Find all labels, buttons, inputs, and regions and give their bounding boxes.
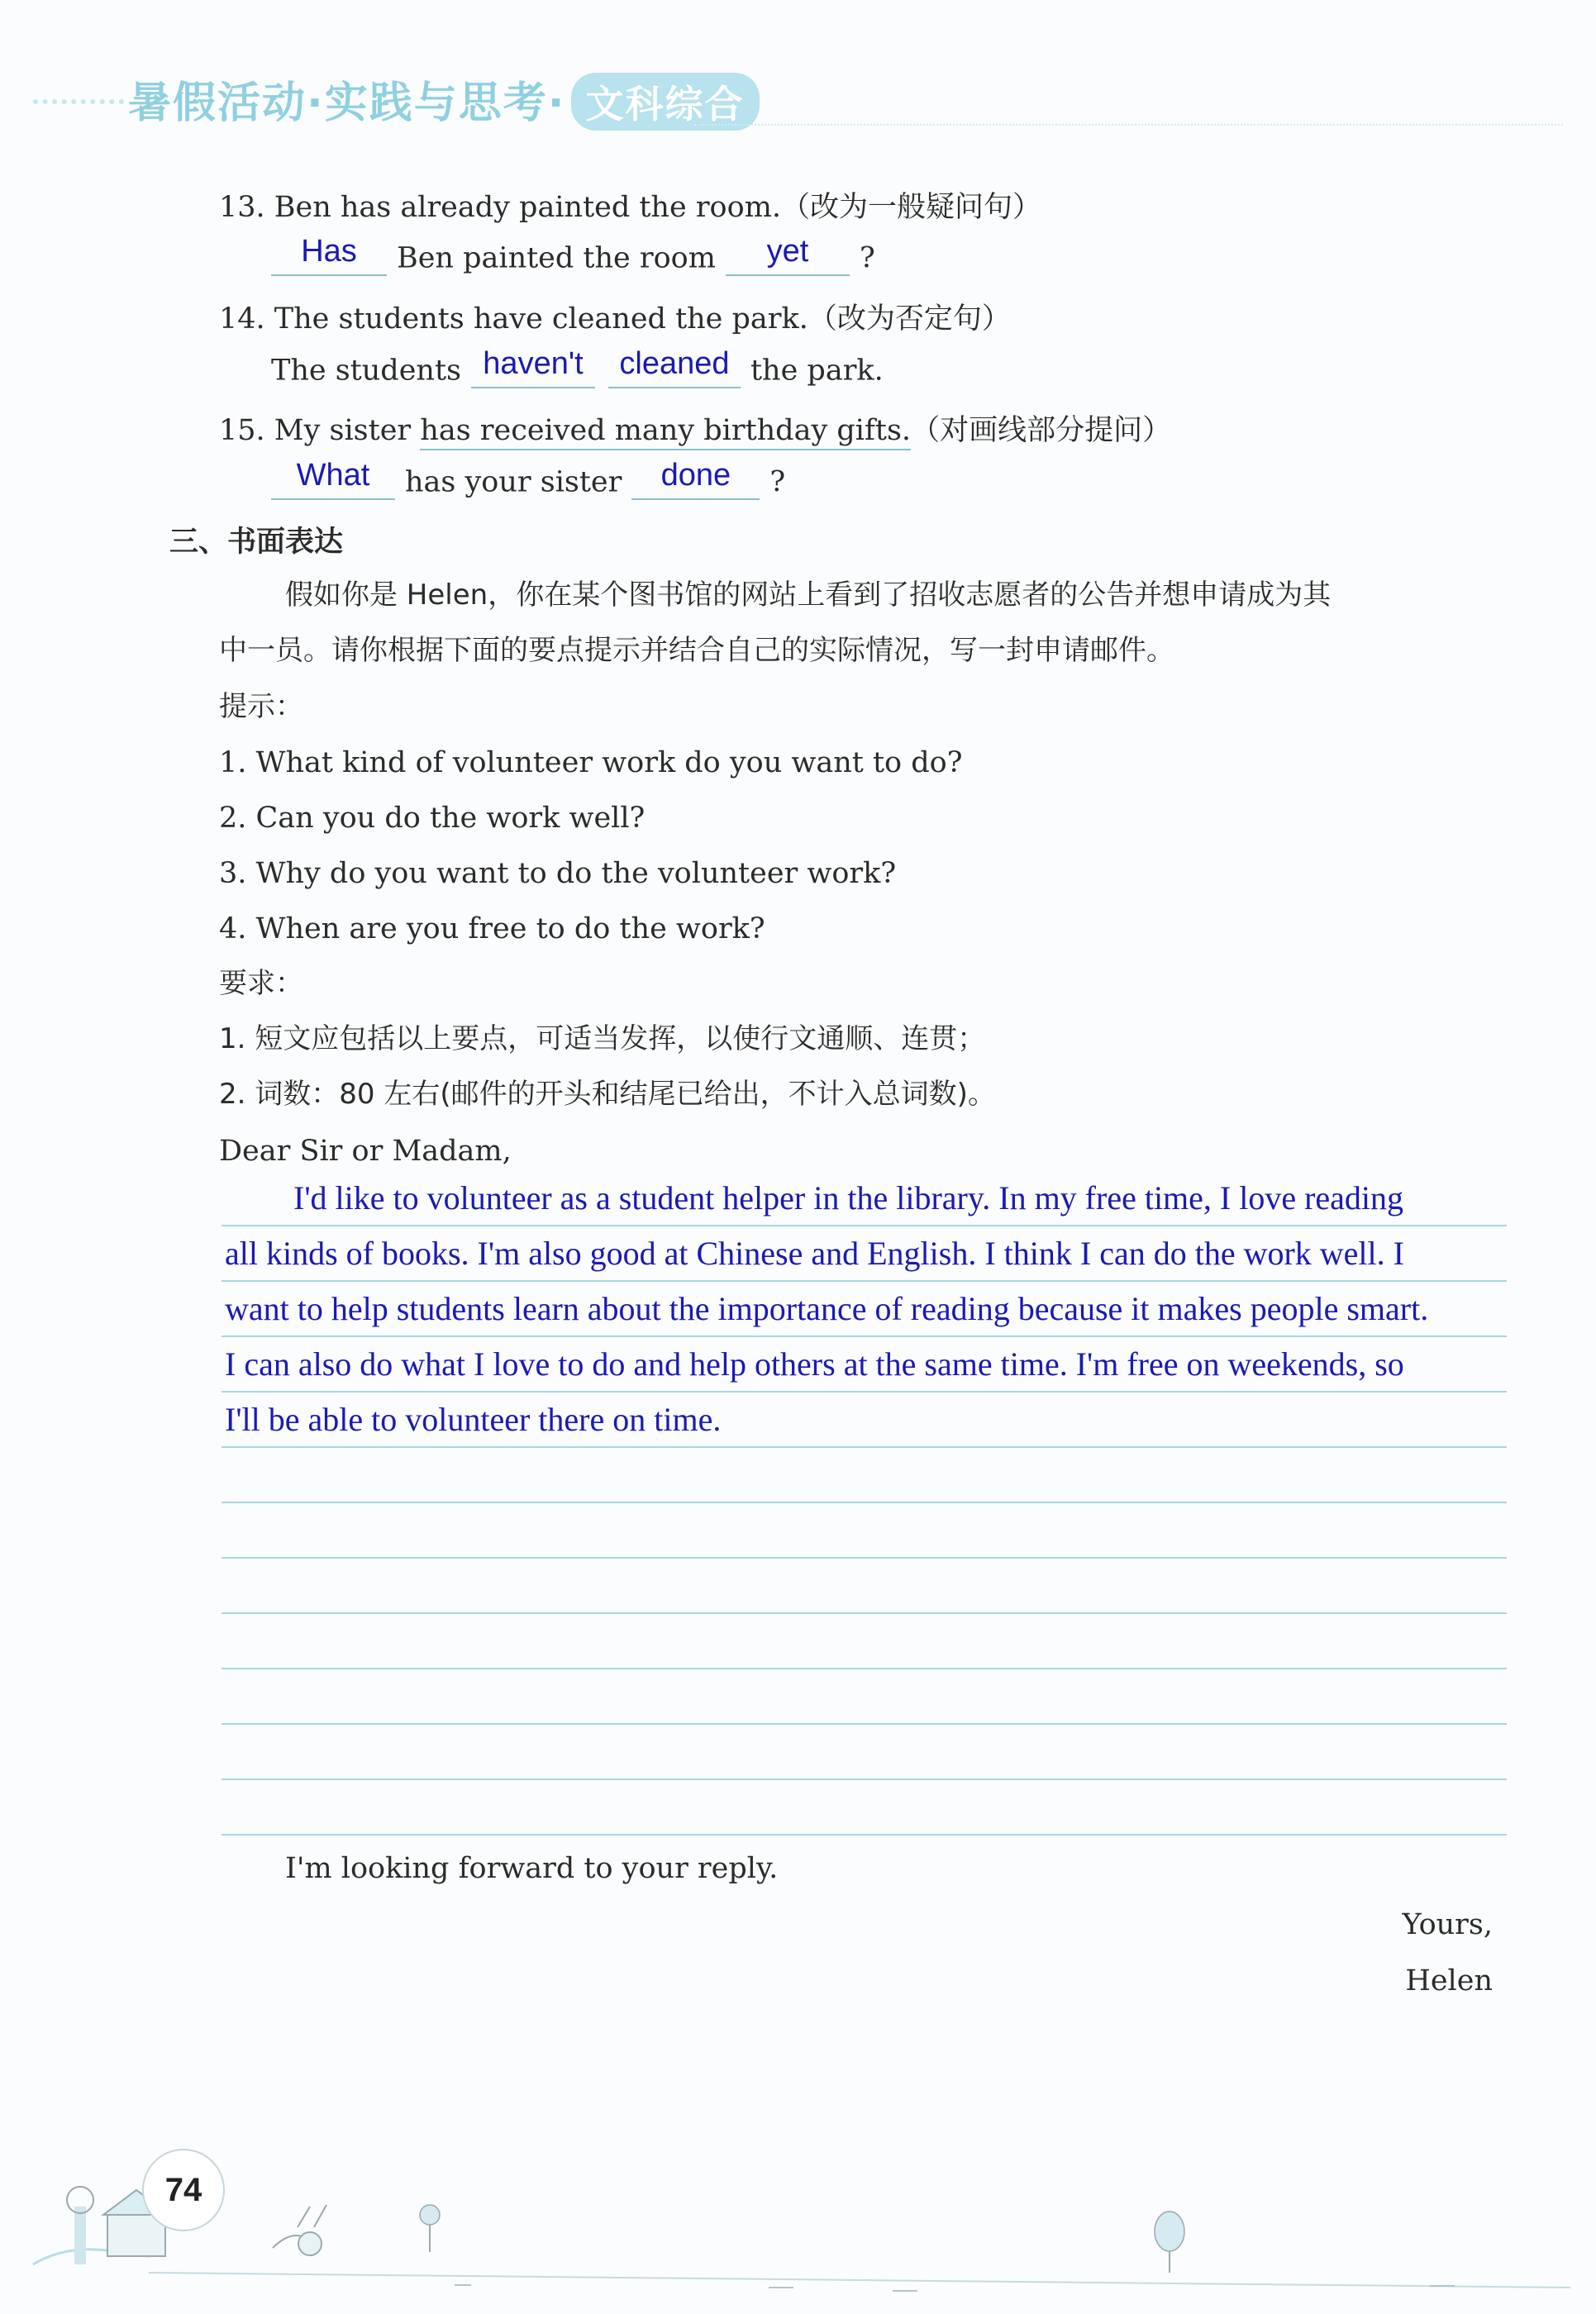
letter-sign-off: Yours, xyxy=(1402,1908,1493,1941)
header-title-text: 暑假活动·实践与思考· xyxy=(128,79,566,128)
q14-blank-2: cleaned xyxy=(608,345,741,388)
writing-rule xyxy=(222,1446,1507,1448)
requirement-2: 2. 词数：80 左右(邮件的开头和结尾已给出，不计入总词数)。 xyxy=(219,1078,996,1111)
header-badge: 文科综合 xyxy=(571,73,760,131)
q13-answer-row xyxy=(271,233,875,276)
q14-answer-row xyxy=(271,345,884,388)
letter-closing: I'm looking forward to your reply. xyxy=(285,1852,779,1885)
writing-intro-line-2: 中一员。请你根据下面的要点提示并结合自己的实际情况，写一封申请邮件。 xyxy=(219,634,1174,667)
writing-rule xyxy=(222,1834,1507,1835)
q14-start: The students xyxy=(271,354,461,388)
hint-3: 3. Why do you want to do the volunteer work? xyxy=(219,857,897,890)
q14-blank-1: haven't xyxy=(471,345,595,388)
q13-blank-1: Has xyxy=(271,233,387,276)
q13-end: ? xyxy=(859,241,875,275)
header-dots-decoration xyxy=(33,99,124,104)
letter-salutation: Dear Sir or Madam, xyxy=(219,1135,512,1168)
q15-prompt xyxy=(219,413,1171,448)
writing-rule xyxy=(222,1612,1507,1614)
hint-1: 1. What kind of volunteer work do you want to do? xyxy=(219,746,963,779)
hint-2: 2. Can you do the work well? xyxy=(219,802,646,835)
q15-prompt-before: 15. My sister xyxy=(219,414,421,447)
q14-end: the park. xyxy=(750,354,884,388)
footer-landscape-decoration xyxy=(25,2182,1579,2297)
page-number: 74 xyxy=(142,2149,225,2231)
writing-rule xyxy=(222,1557,1507,1559)
q15-blank-2: done xyxy=(631,457,760,500)
writing-rule xyxy=(222,1778,1507,1780)
header-title xyxy=(128,68,760,131)
q15-prompt-underlined: has received many birthday gifts. xyxy=(420,414,911,450)
writing-rule xyxy=(222,1280,1507,1282)
hints-title: 提示： xyxy=(219,690,303,723)
section-title-writing: 三、书面表达 xyxy=(169,526,344,559)
q13-prompt: 13. Ben has already painted the room.（改为一般疑问句） xyxy=(219,191,1042,224)
q13-middle: Ben painted the room xyxy=(397,241,716,275)
writing-intro-line-1: 假如你是 Helen，你在某个图书馆的网站上看到了招收志愿者的公告并想申请成为其 xyxy=(285,578,1332,612)
writing-rule xyxy=(222,1391,1507,1393)
writing-rule xyxy=(222,1668,1507,1669)
writing-rule xyxy=(222,1723,1507,1725)
q15-middle: has your sister xyxy=(405,465,622,499)
letter-signature: Helen xyxy=(1405,1964,1493,1997)
q15-prompt-after: （对画线部分提问） xyxy=(911,414,1172,447)
q14-prompt: 14. The students have cleaned the park.（改为否定句） xyxy=(219,302,1011,336)
writing-rule xyxy=(222,1336,1507,1337)
header-divider xyxy=(694,124,1563,126)
q15-answer-row xyxy=(271,457,785,500)
q15-end: ? xyxy=(769,465,786,499)
requirement-1: 1. 短文应包括以上要点，可适当发挥，以使行文通顺、连贯； xyxy=(219,1022,986,1055)
answer-line-2: all kinds of books. I'm also good at Chinese and English. I think I can do the work well. I xyxy=(225,1235,1404,1272)
answer-line-5: I'll be able to volunteer there on time. xyxy=(225,1401,722,1438)
requirements-title: 要求： xyxy=(219,967,303,1000)
hint-4: 4. When are you free to do the work? xyxy=(219,912,765,945)
answer-line-4: I can also do what I love to do and help others at the same time. I'm free on weekends, so xyxy=(225,1345,1404,1383)
writing-rule xyxy=(222,1225,1507,1226)
answer-line-1: I'd like to volunteer as a student helper in the library. In my free time, I love reading xyxy=(293,1179,1404,1217)
q13-blank-2: yet xyxy=(726,233,850,276)
q15-blank-1: What xyxy=(271,457,395,500)
writing-rule xyxy=(222,1502,1507,1503)
answer-line-3: want to help students learn about the importance of reading because it makes people smart. xyxy=(225,1290,1429,1327)
